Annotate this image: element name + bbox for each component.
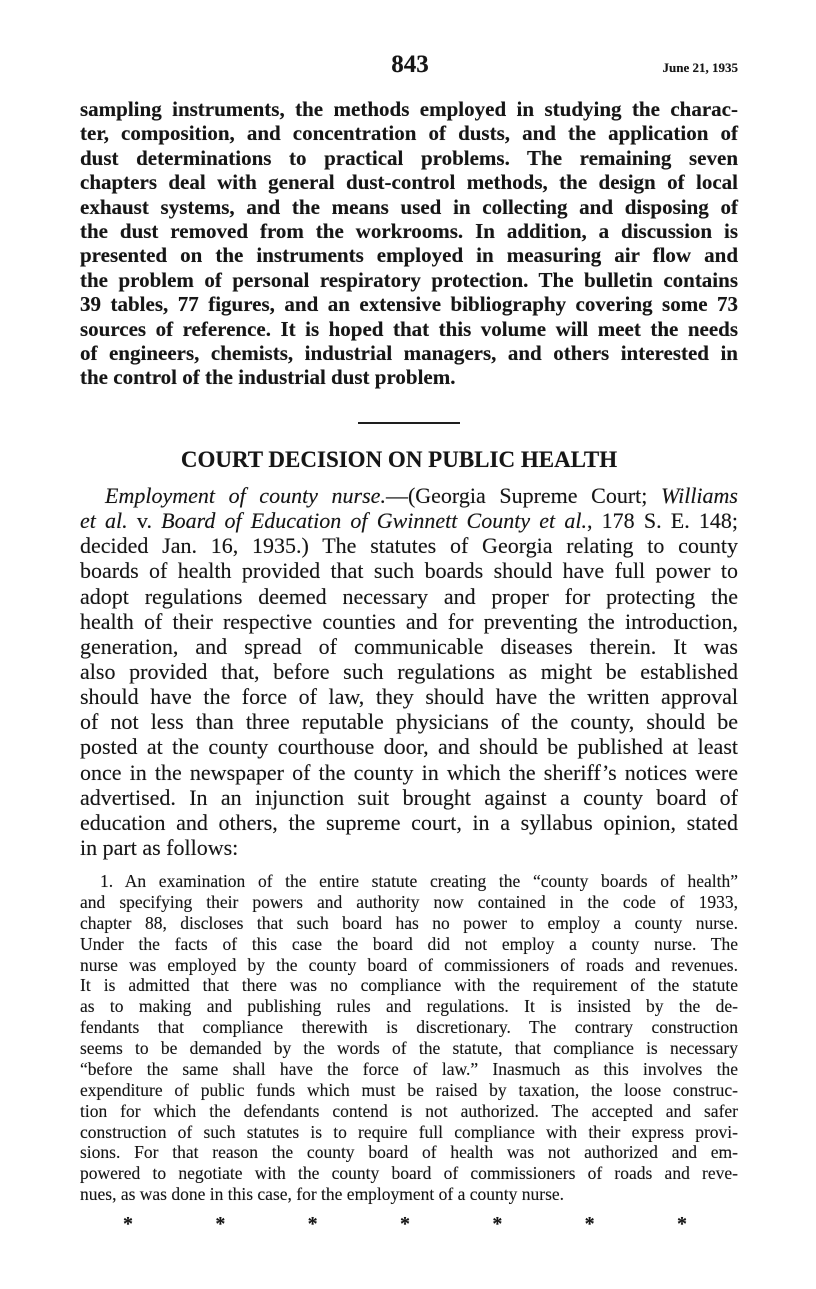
syllabus-line: construction of such statutes is to require full compliance with their express provi-	[80, 1121, 738, 1142]
case-line: generation, and spread of communicable diseases therein. It was	[80, 633, 738, 659]
court-reference: —(Georgia Supreme Court;	[385, 483, 661, 508]
case-line: boards of health provided that such boards should have full power to	[80, 558, 738, 584]
syllabus-line: “before the same shall have the force of law.” Inasmuch as this involves the	[80, 1058, 738, 1079]
case-line: posted at the county courthouse door, and should be published at least	[80, 734, 738, 760]
intro-line: dust determinations to practical problems. The remaining seven	[80, 145, 738, 170]
intro-line: ter, composition, and concentration of dusts, and the application of	[80, 121, 738, 146]
omission-asterisks	[116, 1214, 694, 1234]
plaintiff-et-al: et al.	[80, 508, 128, 534]
syllabus-line: chapter 88, discloses that such board has no power to employ a county nurse.	[80, 912, 738, 933]
syllabus-line: expenditure of public funds which must be raised by taxation, the loose construc-	[80, 1079, 738, 1100]
case-subject: Employment of county nurse.	[105, 483, 386, 508]
syllabus-line: tion for which the defendants contend is not authorized. The accepted and safer	[80, 1100, 738, 1121]
case-line: advertised. In an injunction suit brought against a county board of	[80, 784, 738, 810]
case-line	[80, 508, 738, 533]
intro-line: sources of reference. It is hoped that this volume will meet the needs	[80, 316, 738, 341]
case-line: decided Jan. 16, 1935.) The statutes of Georgia relating to county	[80, 533, 738, 559]
case-line: education and others, the supreme court, in a syllabus opinion, stated	[80, 809, 738, 835]
issue-date: June 21, 1935	[662, 60, 738, 75]
intro-line: presented on the instruments employed in measuring air flow and	[80, 243, 738, 268]
case-line	[80, 483, 738, 508]
syllabus-line: fendants that compliance therewith is discretionary. The contrary construction	[80, 1017, 738, 1038]
asterisk: *	[123, 1213, 133, 1235]
page-number: 843	[391, 51, 429, 78]
syllabus-line: nurse was employed by the county board of commissioners of roads and revenues.	[80, 954, 738, 975]
plaintiff-name: Williams	[660, 483, 738, 508]
intro-line: 39 tables, 77 figures, and an extensive bibliography covering some 73	[80, 292, 738, 317]
syllabus-line: Under the facts of this case the board did not employ a county nurse. The	[80, 933, 738, 954]
asterisk: *	[492, 1213, 503, 1235]
syllabus-line: powered to negotiate with the county board of commissioners of roads and reve-	[80, 1163, 738, 1184]
section-divider	[358, 422, 460, 424]
reporter-citation: , 178 S. E. 148;	[586, 508, 738, 534]
case-paragraph	[80, 483, 738, 860]
syllabus-line: nues, as was done in this case, for the employment of a county nurse.	[80, 1184, 565, 1205]
asterisk: *	[307, 1213, 318, 1235]
defendant-name: Board of Education of Gwinnett County et al.	[161, 508, 587, 534]
case-line: also provided that, before such regulations as might be established	[80, 658, 738, 684]
syllabus-line: seems to be demanded by the words of the statute, that compliance is necessary	[80, 1038, 738, 1058]
intro-line: chapters deal with general dust-control methods, the design of local	[80, 170, 738, 195]
intro-line: the problem of personal respiratory protection. The bulletin contains	[80, 267, 738, 292]
syllabus-line: and specifying their powers and authority now contained in the code of 1933,	[80, 891, 738, 912]
intro-line: the control of the industrial dust problem.	[80, 365, 456, 390]
intro-line: of engineers, chemists, industrial managers, and others interested in	[80, 341, 738, 366]
case-line: in part as follows:	[80, 834, 239, 860]
versus: v.	[127, 508, 162, 534]
case-line: adopt regulations deemed necessary and proper for protecting the	[80, 583, 738, 609]
case-line: of not less than three reputable physicians of the county, should be	[80, 709, 738, 735]
asterisk: *	[399, 1213, 410, 1235]
intro-line: the dust removed from the workrooms. In addition, a discussion is	[80, 219, 738, 244]
asterisk: *	[584, 1213, 595, 1235]
intro-paragraph	[80, 97, 738, 390]
asterisk: *	[215, 1213, 226, 1235]
section-heading: COURT DECISION ON PUBLIC HEALTH	[180, 447, 618, 472]
asterisk: *	[676, 1213, 687, 1235]
quoted-syllabus	[80, 871, 738, 1205]
intro-line: exhaust systems, and the means used in collecting and disposing of	[80, 194, 738, 219]
syllabus-line: sions. For that reason the county board of health was not authorized and em-	[80, 1142, 738, 1163]
case-line: should have the force of law, they should have the written approval	[80, 684, 738, 710]
case-line: health of their respective counties and for preventing the introduction,	[80, 608, 738, 634]
syllabus-line: as to making and publishing rules and regulations. It is insisted by the de-	[80, 996, 738, 1017]
case-line: once in the newspaper of the county in which the sheriff’s notices were	[80, 759, 738, 785]
syllabus-line: 1. An examination of the entire statute creating the “county boards of health”	[100, 871, 738, 891]
intro-line: sampling instruments, the methods employed in studying the charac-	[80, 97, 738, 121]
syllabus-line: It is admitted that there was no compliance with the requirement of the statute	[80, 975, 738, 996]
